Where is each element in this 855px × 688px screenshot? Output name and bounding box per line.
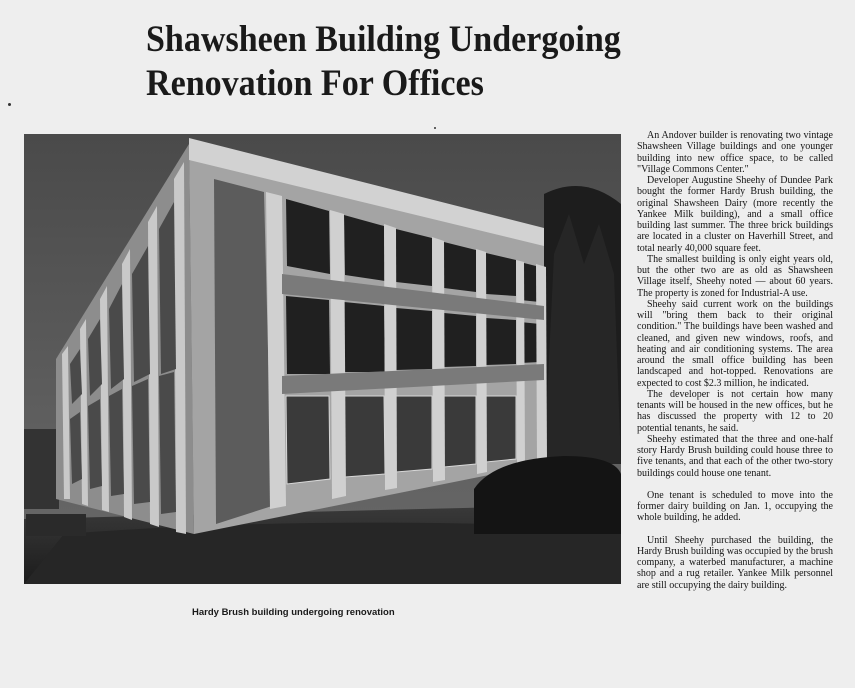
article-paragraph-7: One tenant is scheduled to move into the former dairy building on Jan. 1, occupying the whole building, he added. bbox=[637, 489, 833, 524]
article-paragraph-3: The smallest building is only eight years old, but the other two are as old as Shawsheen Village itself, Sheehy noted — about 60 years. The property is zoned for Industrial-A use. bbox=[637, 253, 833, 299]
article-paragraph-2: Developer Augustine Sheehy of Dundee Park bought the former Hardy Brush building, the original Shawsheen Dairy (more recently the Yankee Milk building), and a small office building last summer. The three brick buildings are located in a cluster on Haverhill Street, and total nearly 40,000 square feet. bbox=[637, 175, 833, 254]
headline-line-2: Renovation For Offices bbox=[146, 63, 484, 104]
print-speck bbox=[8, 103, 11, 106]
article-column bbox=[637, 130, 833, 591]
headline-line-1: Shawsheen Building Undergoing bbox=[146, 19, 621, 60]
article-paragraph-1: An Andover builder is renovating two vintage Shawsheen Village buildings and one younger building into new office space, to be called "Village Commons Center." bbox=[637, 130, 833, 175]
article-paragraph-6: Sheehy estimated that the three and one-half story Hardy Brush building could house three to five tenants, and that each of the other two-story buildings could house one tenant. bbox=[637, 433, 833, 479]
photo-caption: Hardy Brush building undergoing renovation bbox=[192, 607, 395, 618]
print-speck bbox=[434, 127, 436, 129]
headline bbox=[146, 18, 698, 106]
article-paragraph-8: Until Sheehy purchased the building, the Hardy Brush building was occupied by the brush company, a waterbed manufacturer, a machine shop and a rug retailer. Yankee Milk personnel are still occupying the dairy building. bbox=[637, 534, 833, 591]
article-paragraph-4: Sheehy said current work on the buildings will "bring them back to their original condition." The buildings have been washed and cleaned, and given new windows, roofs, and heating and air conditioning systems. The area around the small office building has been landscaped and hot-topped. Renovations are expected to cost $2.3 million, he indicated. bbox=[637, 298, 833, 389]
building-photo bbox=[24, 134, 621, 584]
article-paragraph-5: The developer is not certain how many tenants will be housed in the new offices, but he has discussed the property with 12 to 20 potential tenants, he said. bbox=[637, 388, 833, 434]
